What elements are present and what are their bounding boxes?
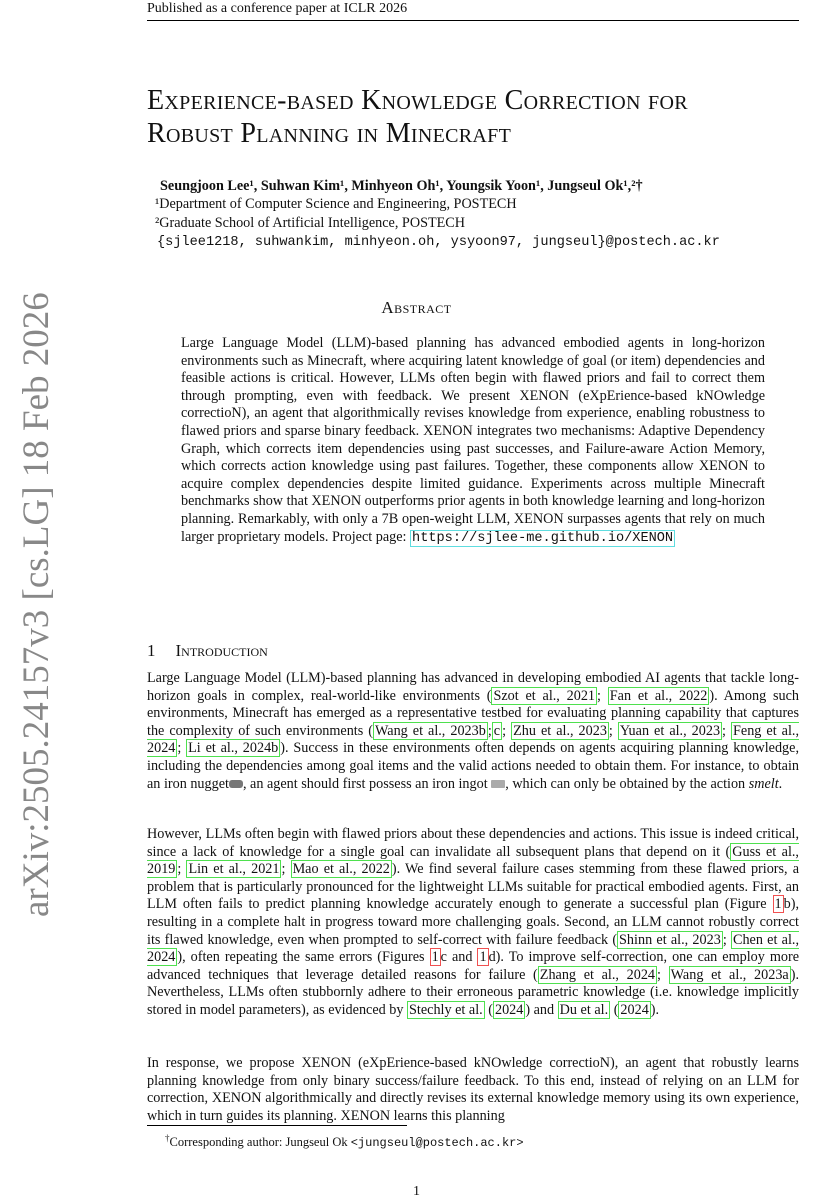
citation-link[interactable]: Szot et al., 2021 [493,687,596,704]
text: ; [177,740,187,757]
citation-link[interactable]: c [493,722,501,739]
author-emails: {sjlee1218, suhwankim, minhyeon.oh, ysyoon97, jungseul}@postech.ac.kr [157,235,720,250]
citation-link[interactable]: Mao et al., 2022 [292,861,390,878]
text: , an agent should first possess an iron ingot [242,775,488,792]
text: , which can only be obtained by the action [505,775,749,792]
text: ; [722,722,732,739]
citation-link[interactable]: Lin et al., 2021 [188,861,280,878]
citation-link[interactable]: Feng et al., 2024 [147,722,799,757]
citation-link[interactable]: Wang et al., 2023a [670,966,789,983]
citation-link[interactable]: Zhu et al., 2023 [513,722,607,739]
title-line-2: Robust Planning in Minecraft [147,118,512,149]
citation-link[interactable]: Chen et al., 2024 [147,931,799,966]
text: ). Nevertheless, LLMs often stubbornly adhere to their erroneous parametric knowledge (i.e. knowledge implicitly stored in model parameters), as evidenced by [147,966,799,1018]
citation-link[interactable]: 2024 [494,1001,524,1018]
iron-ingot-icon [491,780,505,788]
running-header [147,0,799,21]
text: ), often repeating the same errors (Figures [177,949,430,966]
text: ). Among such environments, Minecraft has emerged as a representative testbed for evaluating planning capability that captures the complexity of such environments ( [147,687,799,739]
text: c and [440,949,478,966]
citation-link[interactable]: Wang et al., 2023b [375,722,486,739]
section-number: 1 [147,641,156,660]
text: d). To improve self-correction, one can employ more advanced techniques that leverage detailed reasons for failure ( [147,949,799,983]
text: ; [657,966,669,983]
citation-link[interactable]: Guss et al., 2019 [147,843,799,878]
text: b), resulting in a complete halt in progress toward more challenging goals. Second, an LLM cannot robustly correct its flawed knowledge, even when prompted to self-correct with failure feedback ( [147,896,799,948]
figure-ref-link[interactable]: 1 [774,896,782,913]
text: Large Language Model (LLM)-based planning has advanced in developing embodied AI agents that tackle long-horizon goals in complex, real-world-like environments ( [147,670,799,704]
author-list: Seungjoon Lee¹, Suhwan Kim¹, Minhyeon Oh¹, Youngsik Yoon¹, Jungseul Ok¹,²† [160,178,643,194]
text: ; [502,722,512,739]
text: ( [484,1001,493,1018]
citation-link[interactable]: 2024 [620,1001,649,1018]
citation-link[interactable]: Shinn et al., 2023 [619,931,721,948]
text: ). Success in these environments often depends on agents acquiring planning knowledge, including the dependencies among goal items and the valid actions needed to obtain them. For instance, to obtain an iron nugget [147,740,799,792]
citation-link[interactable]: Yuan et al., 2023 [619,722,721,739]
text: ; [177,861,187,878]
running-head-text: Published as a conference paper at ICLR 2026 [147,1,408,16]
abstract-text: Large Language Model (LLM)-based planning has advanced embodied agents in long-horizon environments such as Minecraft, where acquiring latent knowledge of goal (or item) dependencies and feasible actions is critical. However, LLMs often begin with flawed priors and fail to correct them through prompting, even with feedback. We present XENON (eXpErience-based kNOwledge correctioN), an agent that algorithmically revises knowledge from experience, enabling robustness to flawed priors and sparse binary feedback. XENON integrates two mechanisms: Adaptive Dependency Graph, which corrects item dependencies using past successes, and Failure-aware Action Memory, which corrects action knowledge using past failures. Together, these components allow XENON to acquire complex dependencies despite limited guidance. Experiments across multiple Minecraft benchmarks show that XENON outperforms prior agents in both knowledge learning and long-horizon planning. Remarkably, with only a 7B open-weight LLM, XENON surpasses agents that rely on much larger proprietary models. Project page: [181,335,765,545]
title-line-1: Experience-based Knowledge Correction for [147,85,688,116]
citation-link[interactable]: Li et al., 2024b [188,740,279,757]
emphasis: smelt [748,775,779,792]
section-title: Introduction [175,641,268,660]
affiliation-1: ¹Department of Computer Science and Engineering, POSTECH [155,196,517,212]
footnote [165,1133,524,1150]
text: ; [722,931,731,948]
footnote-mark: † [165,1133,170,1143]
intro-paragraph-3: In response, we propose XENON (eXpErience-based kNOwledge correctioN), an agent that robustly learns planning knowledge from only binary success/failure feedback. To this end, instead of relying on an LLM for correction, XENON algorithmically and directly revises its external knowledge memory using its own experience, which in turn guides its planning. XENON learns this planning [147,1055,799,1124]
text: ). We find several failure cases stemming from these flawed priors, a problem that is particularly pronounced for the lightweight LLMs suitable for practical embodied agents. First, an LLM often fails to predict planning knowledge accurately enough to generate a successful plan (Figure [147,861,800,913]
citation-link[interactable]: Stechly et al. [409,1001,483,1018]
text: ( [610,1001,619,1018]
abstract-heading: Abstract [381,298,452,317]
page-number: 1 [413,1184,420,1199]
text: ; [608,722,618,739]
text: . [778,775,783,792]
text: ). [650,1001,660,1018]
section-heading-introduction [147,641,268,661]
footnote-text: Corresponding author: Jungseul Ok [169,1135,351,1150]
paper-title [147,84,807,150]
iron-nugget-icon [229,780,243,788]
figure-ref-link[interactable]: 1 [479,949,487,966]
text: ; [597,687,608,704]
citation-link[interactable]: Du et al. [559,1001,609,1018]
text: ; [487,722,492,739]
arxiv-stamp: arXiv:2505.24157v3 [cs.LG] 18 Feb 2026 [16,292,57,917]
text: ; [281,861,291,878]
intro-paragraph-2 [147,826,799,1020]
citation-link[interactable]: Zhang et al., 2024 [539,966,656,983]
text: ) and [525,1001,558,1018]
figure-ref-link[interactable]: 1 [431,949,439,966]
affiliation-2: ²Graduate School of Artificial Intelligence, POSTECH [155,215,465,231]
footnote-email: <jungseul@postech.ac.kr> [350,1136,524,1151]
project-page-link[interactable]: https://sjlee-me.github.io/XENON [412,530,674,546]
citation-link[interactable]: Fan et al., 2022 [609,687,708,704]
abstract-body [181,335,765,547]
intro-paragraph-1 [147,670,799,793]
text: However, LLMs often begin with flawed priors about these dependencies and actions. This issue is indeed critical, since a lack of knowledge for a single goal can invalidate all subsequent plans that depend on it ( [147,826,799,860]
